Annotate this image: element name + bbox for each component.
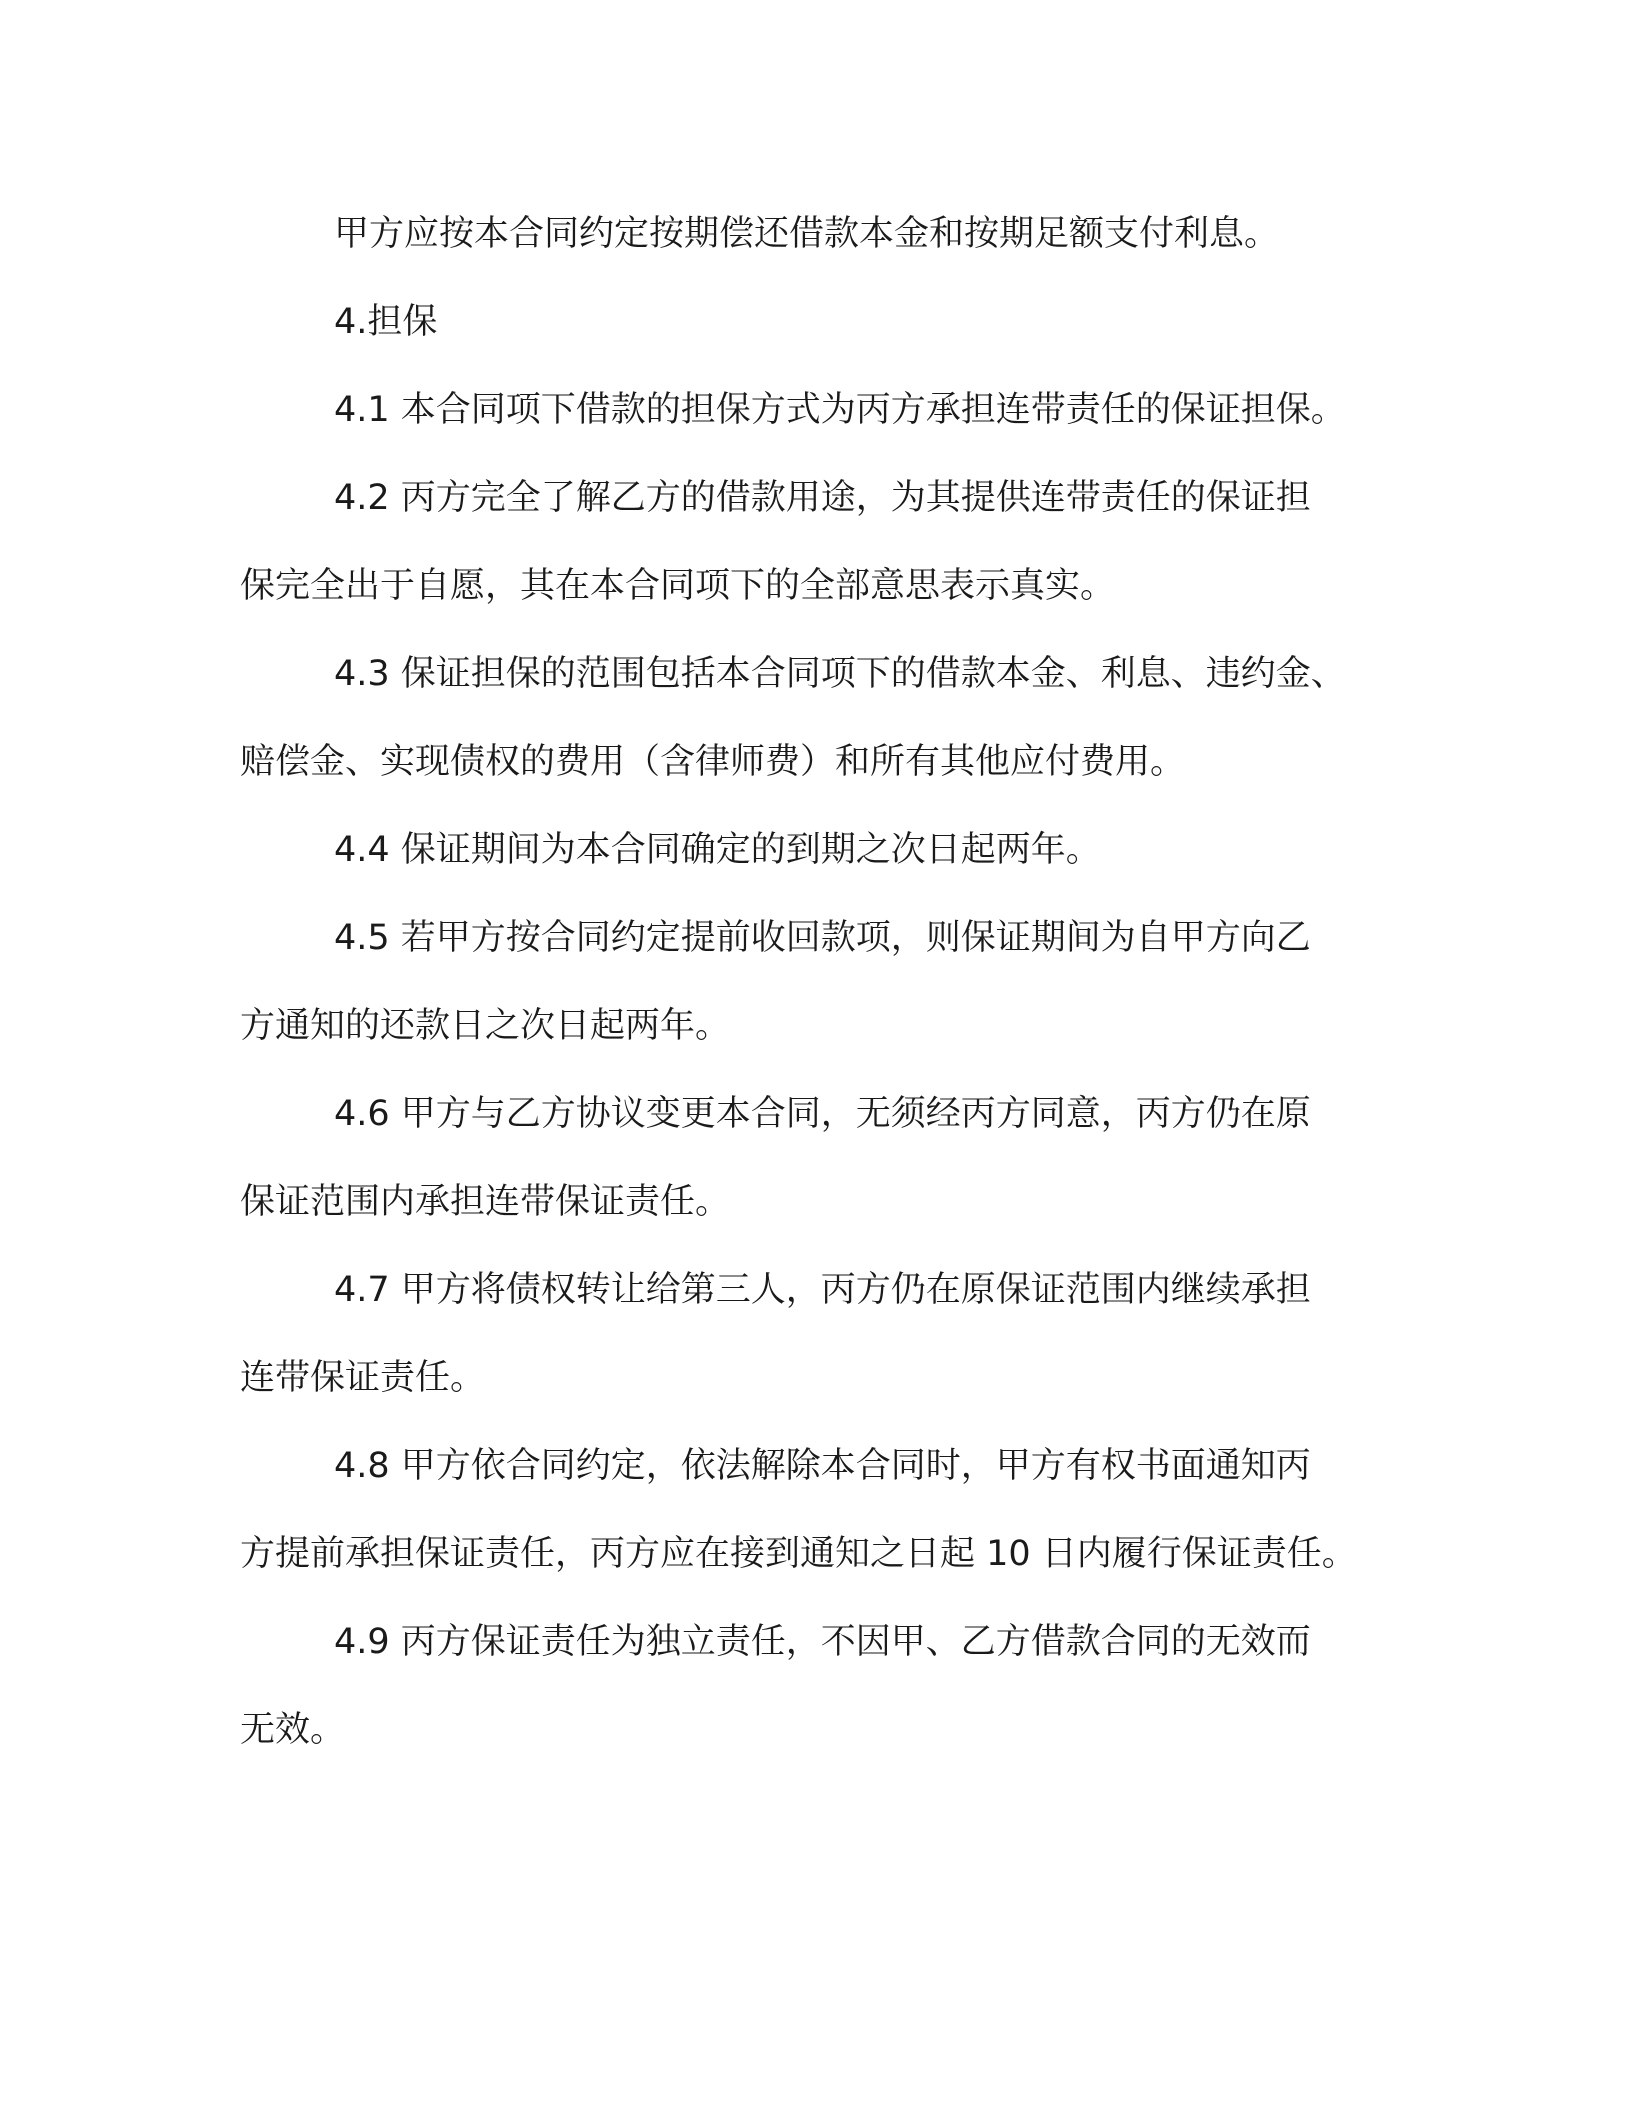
text-line: 4.7 甲方将债权转让给第三人，丙方仍在原保证范围内继续承担 (334, 1270, 1311, 1310)
text-line: 无效。 (240, 1710, 346, 1750)
text-line: 4.3 保证担保的范围包括本合同项下的借款本金、利息、违约金、 (334, 654, 1346, 694)
clause-4-7 (240, 1246, 1400, 1422)
text-line: 保证范围内承担连带保证责任。 (240, 1182, 731, 1222)
section-title: 4.担保 (334, 302, 438, 342)
contract-text (240, 190, 1400, 1774)
text-line: 连带保证责任。 (240, 1358, 486, 1398)
text-line: 方提前承担保证责任，丙方应在接到通知之日起 10 日内履行保证责任。 (240, 1534, 1357, 1574)
text-line: 4.4 保证期间为本合同确定的到期之次日起两年。 (334, 830, 1101, 870)
text-line: 4.5 若甲方按合同约定提前收回款项，则保证期间为自甲方向乙 (334, 918, 1311, 958)
clause-4-8 (240, 1422, 1400, 1598)
clause-4-3 (240, 630, 1400, 806)
text-line: 4.9 丙方保证责任为独立责任，不因甲、乙方借款合同的无效而 (334, 1622, 1311, 1662)
clause-4-1 (240, 366, 1400, 454)
text-line: 4.1 本合同项下借款的担保方式为丙方承担连带责任的保证担保。 (334, 390, 1346, 430)
clause-4-5 (240, 894, 1400, 1070)
text-line: 方通知的还款日之次日起两年。 (240, 1006, 731, 1046)
clause-4-6 (240, 1070, 1400, 1246)
paragraph-repayment (240, 190, 1400, 278)
clause-4-4 (240, 806, 1400, 894)
clause-4-2 (240, 454, 1400, 630)
text-line: 4.8 甲方依合同约定，依法解除本合同时，甲方有权书面通知丙 (334, 1446, 1311, 1486)
text-line: 4.6 甲方与乙方协议变更本合同，无须经丙方同意，丙方仍在原 (334, 1094, 1311, 1134)
text-line: 4.2 丙方完全了解乙方的借款用途，为其提供连带责任的保证担 (334, 478, 1311, 518)
section-heading-guarantee (240, 278, 1400, 366)
clause-4-9 (240, 1598, 1400, 1774)
text-line: 赔偿金、实现债权的费用（含律师费）和所有其他应付费用。 (240, 742, 1186, 782)
text-line: 保完全出于自愿，其在本合同项下的全部意思表示真实。 (240, 566, 1116, 606)
text-line: 甲方应按本合同约定按期偿还借款本金和按期足额支付利息。 (334, 214, 1280, 254)
